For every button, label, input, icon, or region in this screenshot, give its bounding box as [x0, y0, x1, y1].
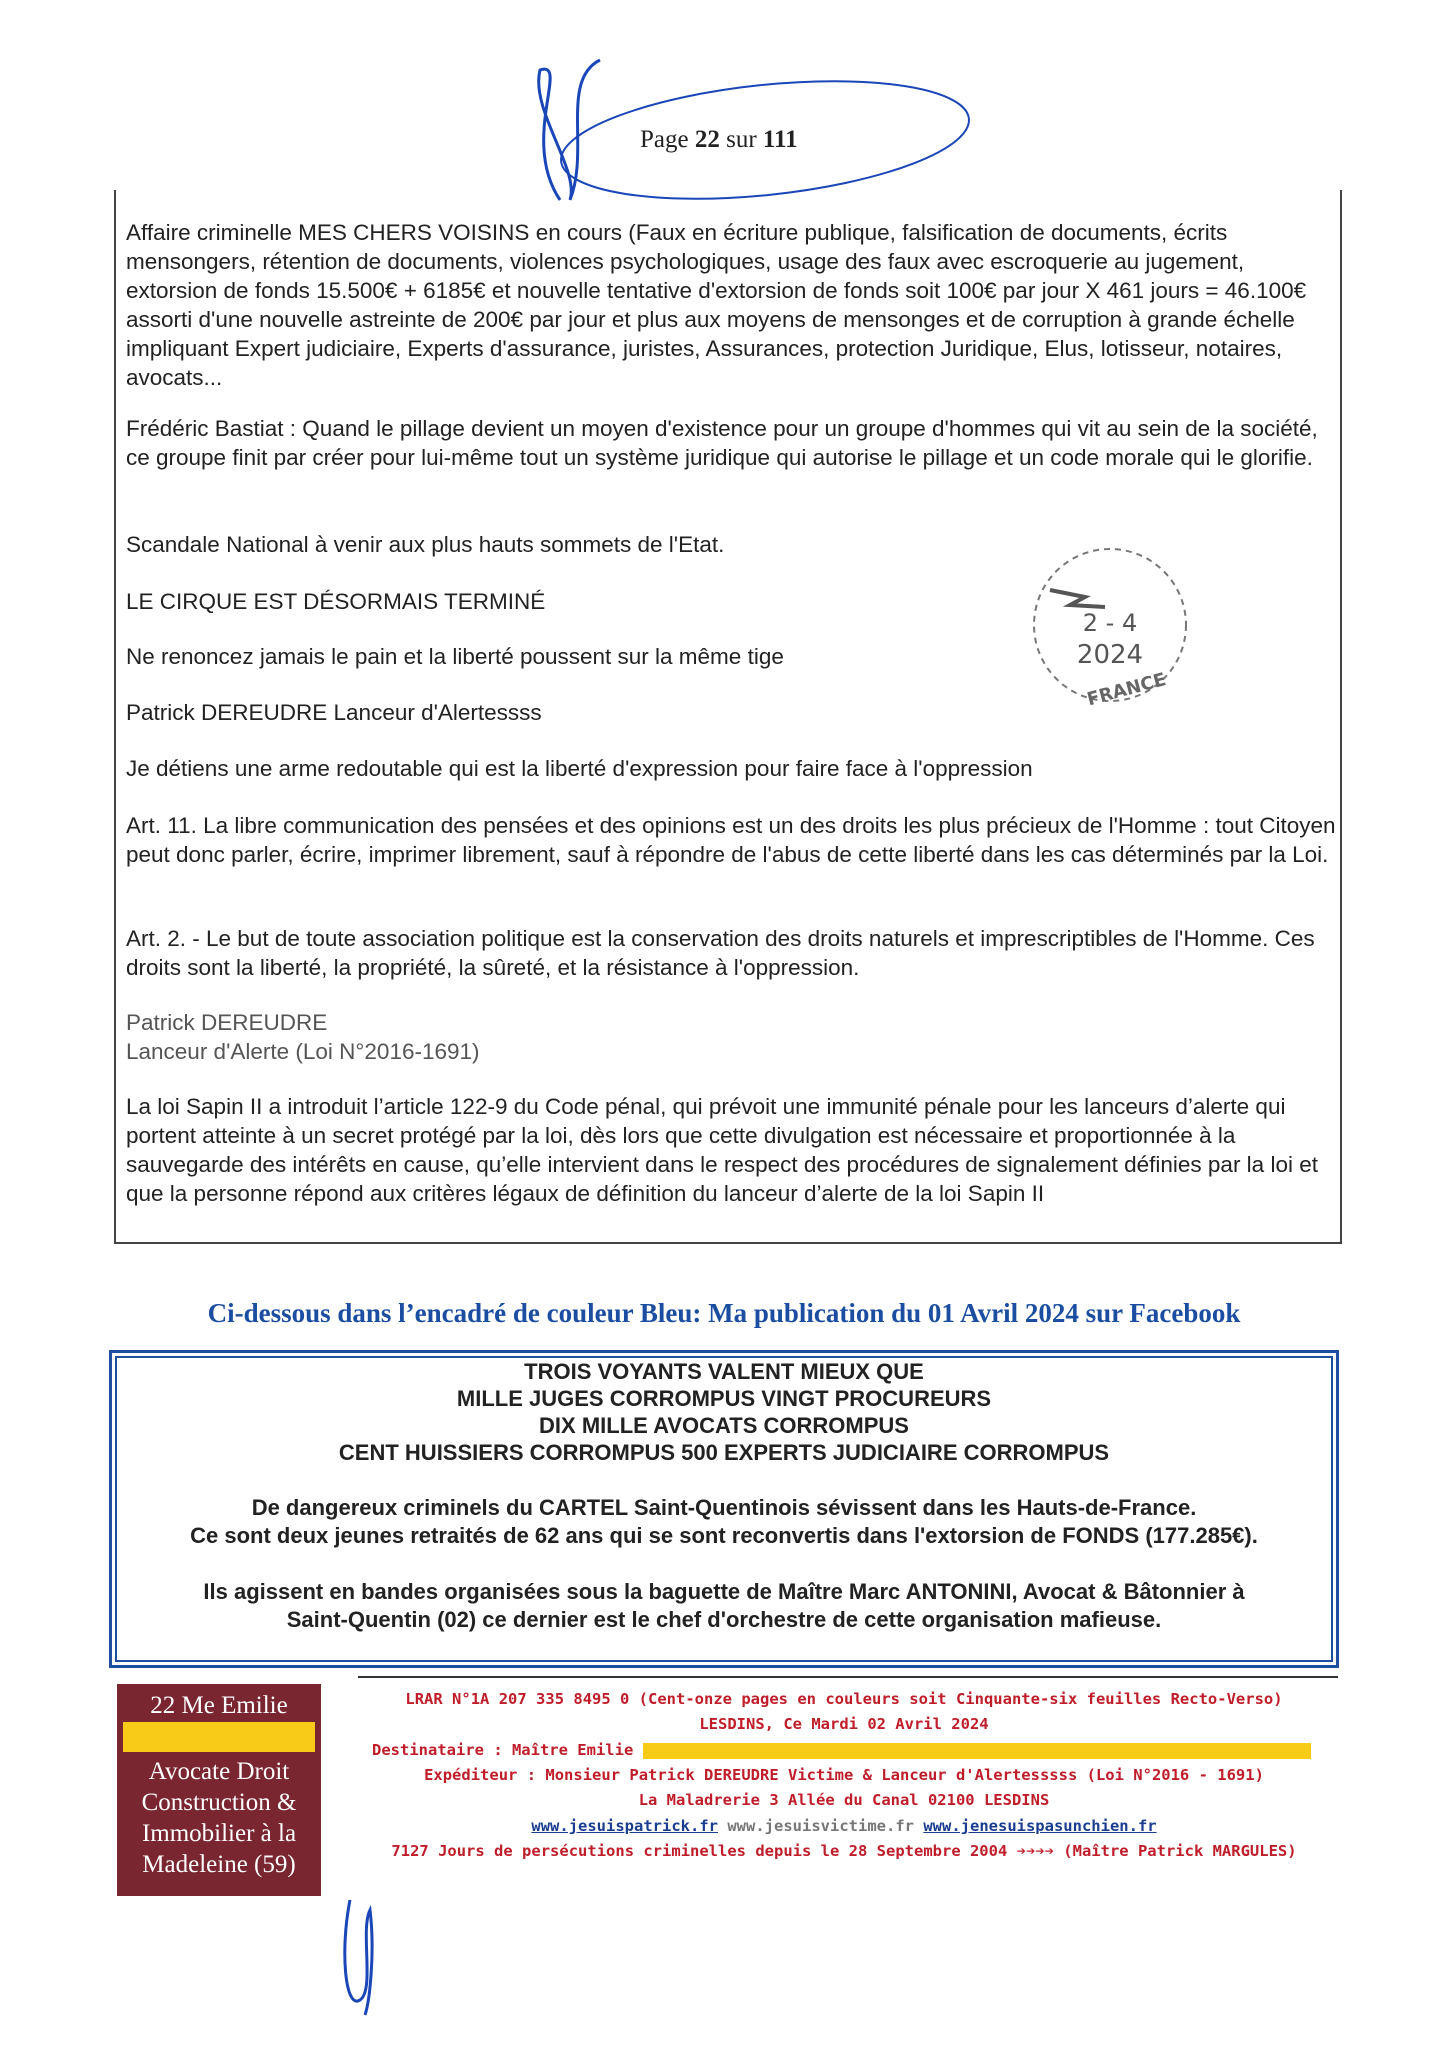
redaction-bar [123, 1722, 315, 1752]
paragraph-sapin: La loi Sapin II a introduit l’article 122-9 du Code pénal, qui prévoit une immunité pénale pour les lanceurs d’alerte qui portent atteinte à un secret protégé par la loi, dès lors que cette divulgation est nécessaire et proportionnée à la sauvegarde des intérêts en cause, qu’elle intervient dans le respect des procédures de signalement définies par la loi et que la personne répond aux critères légaux de définition du lanceur d’alerte de la loi Sapin II [126, 1094, 1318, 1206]
svg-text:FRANCE: FRANCE [1084, 669, 1169, 711]
paragraph-arme: Je détiens une arme redoutable qui est la liberté d'expression pour faire face à l'oppression [126, 756, 1033, 781]
blue-para1-line2: Ce sont deux jeunes retraités de 62 ans qui se sont reconvertis dans l'extorsion de FONDS (177.285€). [190, 1523, 1258, 1548]
paragraph-pain-liberte: Ne renoncez jamais le pain et la liberté poussent sur la même tige [126, 644, 784, 669]
paragraph-art-11: Art. 11. La libre communication des pensées et des opinions est un des droits les plus précieux de l'Homme : tout Citoyen peut donc parler, écrire, imprimer librement, sauf à répondre de l'abus de cette liberté dans les cas déterminés par la Loi. [126, 813, 1336, 867]
blue-line-3: DIX MILLE AVOCATS CORROMPUS [539, 1413, 909, 1438]
redaction-bar-footer [643, 1743, 1311, 1759]
link-jesuispatrick[interactable]: www.jesuispatrick.fr [531, 1817, 718, 1835]
blue-line-1: TROIS VOYANTS VALENT MIEUX QUE [524, 1359, 924, 1384]
paragraph-affaire: Affaire criminelle MES CHERS VOISINS en cours (Faux en écriture publique, falsification de documents, écrits mensongers, rétention de documents, violences psychologiques, usage des faux avec escroquerie au jugement, extorsion de fonds 15.500€ + 6185€ et nouvelle tentative d'extorsion de fonds soit 100€ par jour X 461 jours = 46.100€ assorti d'une nouvelle astreinte de 200€ par jour et plus aux moyens de mensonges et de corruption à grande échelle impliquant Expert judiciaire, Experts d'assurance, juristes, Assurances, protection Juridique, Elus, lotisseur, notaires, avocats... [126, 220, 1307, 390]
paragraph-scandale: Scandale National à venir aux plus hauts sommets de l'Etat. [126, 532, 725, 557]
blue-line-2: MILLE JUGES CORROMPUS VINGT PROCUREURS [456, 1386, 992, 1411]
footer-lrar: LRAR N°1A 207 335 8495 0 (Cent-onze pages en couleurs soit Cinquante-six feuilles Recto-Verso) [405, 1690, 1283, 1708]
footer-place-date: LESDINS, Ce Mardi 02 Avril 2024 [699, 1715, 989, 1733]
link-jenesuispasunchien[interactable]: www.jenesuispasunchien.fr [923, 1817, 1157, 1835]
blue-para1-line1: De dangereux criminels du CARTEL Saint-Quentinois sévissent dans les Hauts-de-France. [251, 1495, 1197, 1520]
blue-para2-line1: Ils agissent en bandes organisées sous la baguette de Maître Marc ANTONINI, Avocat & Bâtonnier à [203, 1579, 1245, 1604]
facebook-caption: Ci-dessous dans l’encadré de couleur Bleu: Ma publication du 01 Avril 2024 sur Facebook [207, 1298, 1241, 1328]
sidebox-line1: 22 Me Emilie [150, 1692, 288, 1719]
sidebox-line2: Avocate Droit [148, 1758, 290, 1785]
sidebox-line4: Immobilier à la [141, 1820, 297, 1847]
paragraph-bastiat: Frédéric Bastiat : Quand le pillage devient un moyen d'existence pour un groupe d'hommes qui vit au sein de la société, ce groupe finit par créer pour lui-même tout un système juridique qui autorise le pillage et un code morale qui le glorifie. [126, 416, 1318, 470]
blue-line-4: CENT HUISSIERS CORROMPUS 500 EXPERTS JUDICIAIRE CORROMPUS [338, 1440, 1110, 1465]
link-jesuisvictime[interactable]: www.jesuisvictime.fr [727, 1817, 914, 1835]
signature-name: Patrick DEREUDRE [126, 1010, 328, 1035]
footer-divider [358, 1676, 1338, 1678]
blue-para2-line2: Saint-Quentin (02) ce dernier est le chef d'orchestre de cette organisation mafieuse. [286, 1607, 1162, 1632]
sidebox-line3: Construction & [141, 1789, 297, 1816]
svg-text:2 - 4: 2 - 4 [1082, 609, 1138, 637]
signature-title: Lanceur d'Alerte (Loi N°2016-1691) [126, 1039, 480, 1064]
signature-bottom [330, 1890, 390, 2020]
postal-stamp [1010, 535, 1210, 715]
footer-persecution: 7127 Jours de persécutions criminelles depuis le 28 Septembre 2004 ➔➔➔➔ (Maître Patrick MARGULES) [391, 1842, 1297, 1860]
page-number: Page 22 sur 111 [640, 126, 798, 153]
sidebox-line5: Madeleine (59) [142, 1851, 296, 1878]
svg-text:2024: 2024 [1076, 640, 1144, 670]
footer-websites [344, 1816, 1344, 1837]
paragraph-lanceur: Patrick DEREUDRE Lanceur d'Alertessss [126, 700, 542, 725]
footer-address: La Maladrerie 3 Allée du Canal 02100 LESDINS [638, 1791, 1050, 1809]
paragraph-cirque: LE CIRQUE EST DÉSORMAIS TERMINÉ [126, 589, 546, 614]
paragraph-art-2: Art. 2. - Le but de toute association politique est la conservation des droits naturels et imprescriptibles de l'Homme. Ces droits sont la liberté, la propriété, la sûreté, et la résistance à l'oppression. [126, 926, 1315, 980]
footer-expediteur: Expéditeur : Monsieur Patrick DEREUDRE Victime & Lanceur d'Alertesssss (Loi N°2016 - 1691) [424, 1766, 1264, 1784]
footer-destinataire: Destinataire : Maître Emilie [372, 1740, 1372, 1761]
